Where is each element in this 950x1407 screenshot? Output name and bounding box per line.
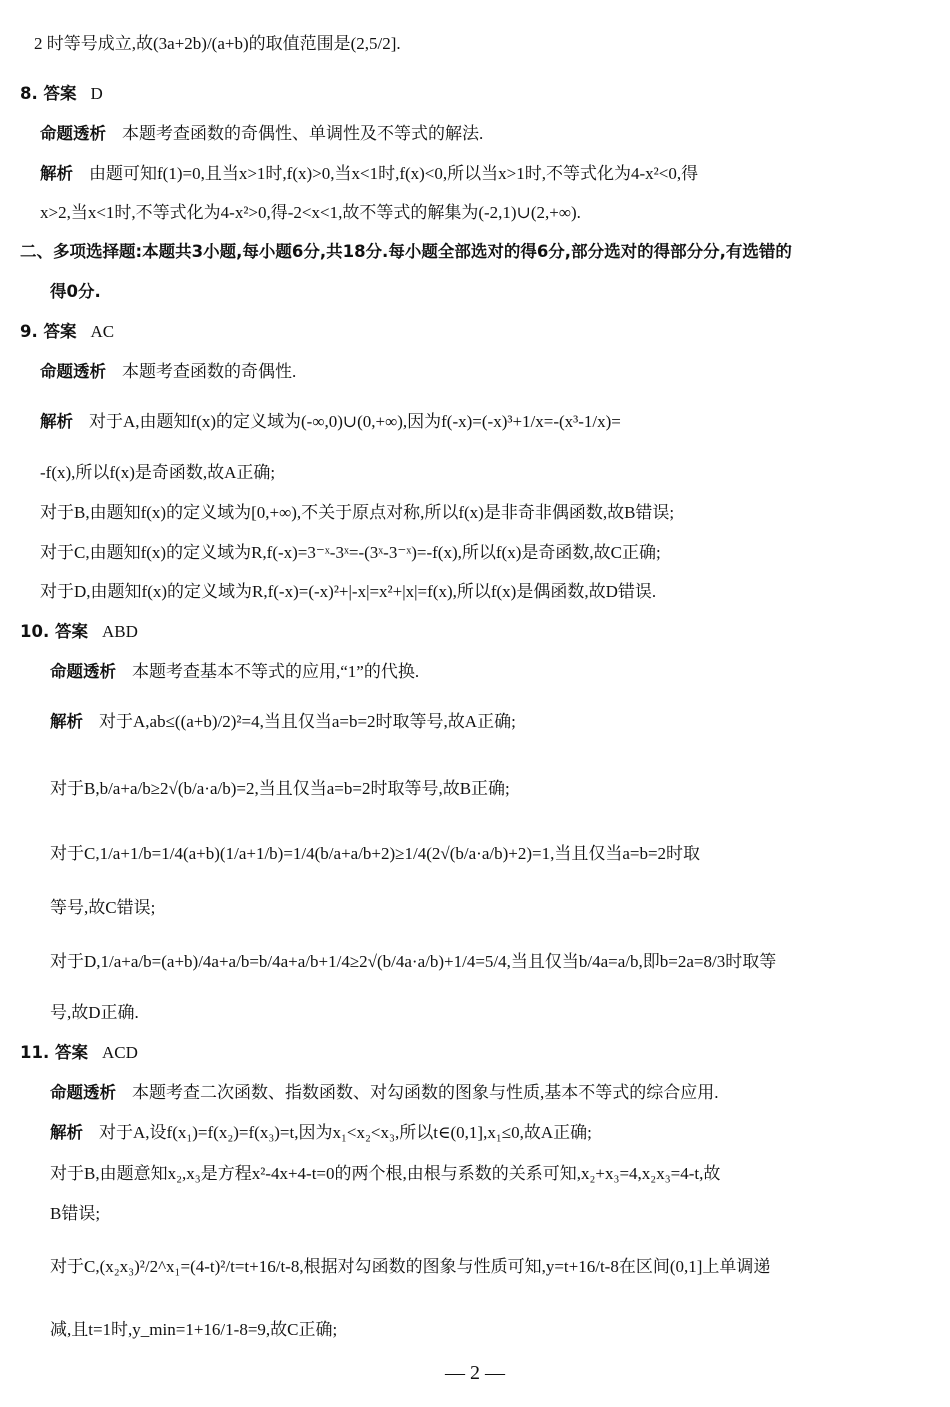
section-label: 解析 xyxy=(40,412,73,431)
section-heading xyxy=(20,238,792,266)
text-line xyxy=(50,999,139,1027)
labeled-line xyxy=(40,120,483,148)
line-text: B错误; xyxy=(50,1204,101,1223)
section-label: 解析 xyxy=(40,164,73,183)
line-text: 本题考查函数的奇偶性、单调性及不等式的解法. xyxy=(122,124,484,143)
line-text: 等号,故C错误; xyxy=(50,898,156,917)
text-line xyxy=(40,199,581,227)
labeled-line xyxy=(40,408,621,436)
section-label: 解析 xyxy=(50,712,83,731)
answer-choice: ACD xyxy=(101,1043,138,1062)
text-line xyxy=(50,1160,720,1188)
line-text: 对于A,ab≤((a+b)/2)²=4,当且仅当a=b=2时取等号,故A正确; xyxy=(99,712,516,731)
line-text: 对于C,由题知f(x)的定义域为R,f(-x)=3⁻ˣ-3ˣ=-(3ˣ-3⁻ˣ)=-f(x),所以f(x)是奇函数,故C正确; xyxy=(40,543,661,562)
text-line xyxy=(50,948,776,976)
section-heading xyxy=(50,278,101,306)
line-text: 对于B,由题意知x₂,x₃是方程x²-4x+4-t=0的两个根,由根与系数的关系可知,x₂+x₃=4,x₂x₃=4-t,故 xyxy=(50,1164,721,1183)
answer-choice: AC xyxy=(90,322,115,341)
labeled-line xyxy=(50,1119,592,1147)
line-text: -f(x),所以f(x)是奇函数,故A正确; xyxy=(40,463,276,482)
question-answer-line xyxy=(20,1039,138,1067)
line-text: 2 时等号成立,故(3a+2b)/(a+b)的取值范围是(2,5/2]. xyxy=(34,34,401,53)
text-line xyxy=(50,775,510,803)
page-number: — 2 — xyxy=(445,1362,505,1384)
section-label: 命题透析 xyxy=(40,362,106,381)
line-text: x>2,当x<1时,不等式化为4-x²>0,得-2<x<1,故不等式的解集为(-2,1)∪(2,+∞). xyxy=(40,203,581,222)
text-line xyxy=(50,840,700,868)
labeled-line xyxy=(50,1079,719,1107)
line-text: 对于D,由题知f(x)的定义域为R,f(-x)=(-x)²+|-x|=x²+|x|=f(x),所以f(x)是偶函数,故D错误. xyxy=(40,582,657,601)
text-line xyxy=(40,539,661,567)
question-number: 9. 答案 xyxy=(20,322,77,341)
answer-choice: D xyxy=(90,84,103,103)
section-label: 命题透析 xyxy=(50,1083,116,1102)
line-text: 本题考查基本不等式的应用,“1”的代换. xyxy=(132,662,420,681)
question-number: 8. 答案 xyxy=(20,84,77,103)
labeled-line xyxy=(40,358,296,386)
line-text: 由题可知f(1)=0,且当x>1时,f(x)>0,当x<1时,f(x)<0,所以当x>1时,不等式化为4-x²<0,得 xyxy=(89,164,699,183)
question-answer-line xyxy=(20,80,103,108)
labeled-line xyxy=(50,658,419,686)
line-text: 对于D,1/a+a/b=(a+b)/4a+a/b=b/4a+a/b+1/4≥2√(b/4a·a/b)+1/4=5/4,当且仅当b/4a=a/b,即b=2a=8/3时取等 xyxy=(50,952,777,971)
text-line xyxy=(50,1253,770,1281)
line-text: 号,故D正确. xyxy=(50,1003,139,1022)
text-line xyxy=(50,1200,100,1228)
line-text: 对于B,b/a+a/b≥2√(b/a·a/b)=2,当且仅当a=b=2时取等号,故B正确; xyxy=(50,779,510,798)
text-line xyxy=(40,499,674,527)
question-answer-line xyxy=(20,618,138,646)
line-text: 对于A,由题知f(x)的定义域为(-∞,0)∪(0,+∞),因为f(-x)=(-x)³+1/x=-(x³-1/x)= xyxy=(89,412,621,431)
labeled-line xyxy=(50,708,516,736)
text-line xyxy=(40,578,656,606)
section-heading-text: 二、多项选择题:本题共3小题,每小题6分,共18分.每小题全部选对的得6分,部分选对的得部分分,有选错的 xyxy=(20,242,792,261)
labeled-line xyxy=(40,160,698,188)
text-line xyxy=(50,894,155,922)
section-label: 命题透析 xyxy=(40,124,106,143)
question-number: 10. 答案 xyxy=(20,622,88,641)
line-text: 本题考查二次函数、指数函数、对勾函数的图象与性质,基本不等式的综合应用. xyxy=(132,1083,719,1102)
section-label: 命题透析 xyxy=(50,662,116,681)
section-label: 解析 xyxy=(50,1123,83,1142)
line-text: 对于B,由题知f(x)的定义域为[0,+∞),不关于原点对称,所以f(x)是非奇非偶函数,故B错误; xyxy=(40,503,675,522)
question-number: 11. 答案 xyxy=(20,1043,88,1062)
line-text: 对于A,设f(x₁)=f(x₂)=f(x₃)=t,因为x₁<x₂<x₃,所以t∈(0,1],x₁≤0,故A正确; xyxy=(99,1123,592,1142)
line-text: 对于C,(x₂x₃)²/2^x₁=(4-t)²/t=t+16/t-8,根据对勾函数的图象与性质可知,y=t+16/t-8在区间(0,1]上单调递 xyxy=(50,1257,771,1276)
text-line xyxy=(50,1316,337,1344)
line-text: 本题考查函数的奇偶性. xyxy=(122,362,297,381)
section-heading-text: 得0分. xyxy=(50,282,101,301)
line-text: 对于C,1/a+1/b=1/4(a+b)(1/a+1/b)=1/4(b/a+a/b+2)≥1/4(2√(b/a·a/b)+2)=1,当且仅当a=b=2时取 xyxy=(50,844,701,863)
answer-choice: ABD xyxy=(101,622,138,641)
text-line xyxy=(34,30,401,58)
text-line xyxy=(40,459,275,487)
question-answer-line xyxy=(20,318,114,346)
line-text: 减,且t=1时,y_min=1+16/1-8=9,故C正确; xyxy=(50,1320,338,1339)
